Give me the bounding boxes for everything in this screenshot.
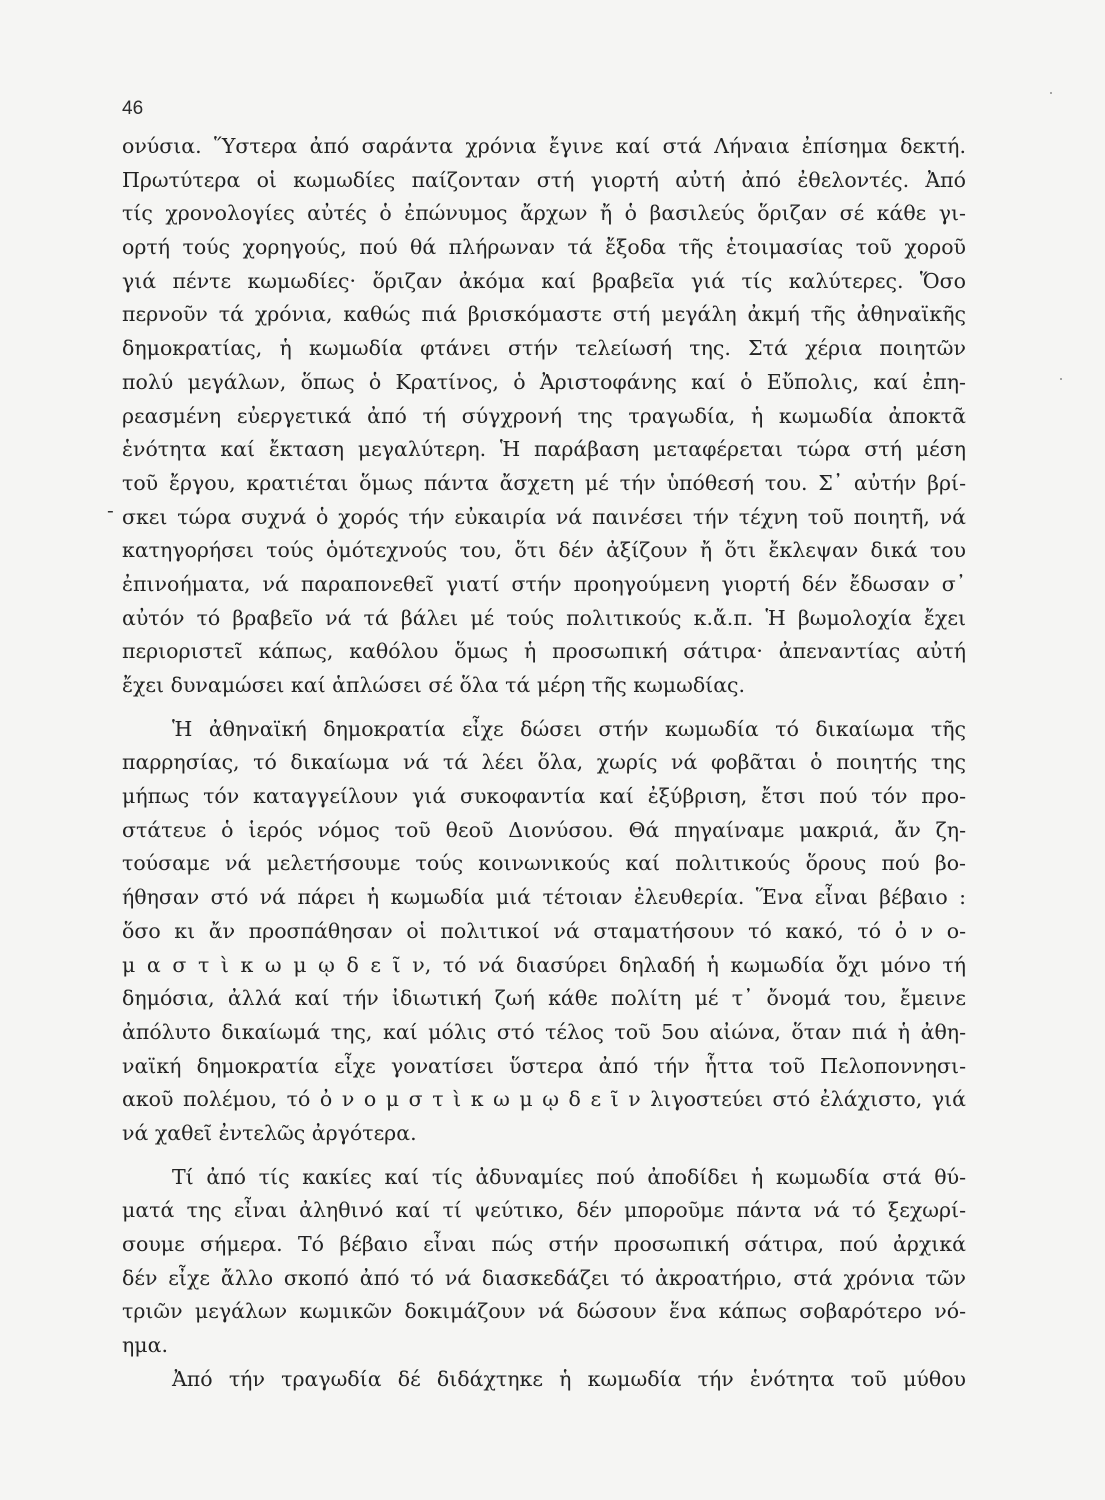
paragraph-3 — [122, 1161, 966, 1363]
paragraph-2 — [122, 713, 966, 1151]
text-line: ὅσο κι ἄν προσπάθησαν οἱ πολιτικοί νά σταματήσουν τό κακό, τό ὀ ν ο- — [122, 918, 966, 943]
text-line: ορτή τούς χορηγούς, πού θά πλήρωναν τά ἔξοδα τῆς ἑτοιμασίας τοῦ χοροῦ — [122, 235, 966, 260]
text-line: ακοῦ πολέμου, τό ὀ ν ο μ σ τ ὶ κ ω μ ῳ δ ε ῖ ν λιγοστεύει στό ἐλάχιστο, γιά — [122, 1087, 966, 1112]
scan-speck — [1060, 378, 1062, 380]
text-line: σουμε σήμερα. Τό βέβαιο εἶναι πώς στήν προσωπική σάτιρα, πού ἀρχικά — [122, 1232, 966, 1256]
text-line: ονύσια. Ὕστερα ἀπό σαράντα χρόνια ἔγινε καί στά Λήναια ἐπίσημα δεκτή. — [122, 134, 966, 158]
text-line: νά χαθεῖ ἐντελῶς ἀργότερα. — [122, 1120, 417, 1145]
text-line: μήπως τόν καταγγείλουν γιά συκοφαντία καί ἐξύβριση, ἔτσι πού τόν προ- — [122, 784, 966, 809]
body-text — [122, 130, 966, 1396]
text-line: ἑνότητα καί ἔκταση μεγαλύτερη. Ἡ παράβαση μεταφέρεται τώρα στή μέση — [122, 437, 966, 462]
text-line: περνοῦν τά χρόνια, καθώς πιά βρισκόμαστε στή μεγάλη ἀκμή τῆς ἀθηναϊκῆς — [122, 302, 966, 327]
text-line: δημόσια, ἀλλά καί τήν ἰδιωτική ζωή κάθε πολίτη μέ τ᾽ ὄνομά του, ἔμεινε — [122, 986, 966, 1011]
text-line: ήθησαν στό νά πάρει ἡ κωμωδία μιά τέτοιαν ἐλευθερία. Ἕνα εἶναι βέβαιο : — [122, 885, 966, 910]
text-line: κατηγορήσει τούς ὁμότεχνούς του, ὅτι δέν ἀξίζουν ἤ ὅτι ἔκλεψαν δικά του — [122, 538, 966, 563]
text-line: γιά πέντε κωμωδίες· ὅριζαν ἀκόμα καί βραβεῖα γιά τίς καλύτερες. Ὅσο — [122, 268, 966, 293]
text-line: αὐτόν τό βραβεῖο νά τά βάλει μέ τούς πολιτικούς κ.ἄ.π. Ἡ βωμολοχία ἔχει — [122, 605, 966, 630]
text-line: ημα. — [122, 1333, 168, 1358]
text-line: τούσαμε νά μελετήσουμε τούς κοινωνικούς καί πολιτικούς ὅρους πού βο- — [122, 851, 966, 876]
text-line: ἐπινοήματα, νά παραπονεθεῖ γιατί στήν προηγούμενη γιορτή δέν ἔδωσαν σ᾽ — [122, 571, 966, 596]
text-line: πολύ μεγάλων, ὅπως ὁ Κρατίνος, ὁ Ἀριστοφάνης καί ὁ Εὔπολις, καί ἐπη- — [122, 369, 966, 394]
text-line: ναϊκή δημοκρατία εἶχε γονατίσει ὕστερα ἀπό τήν ἧττα τοῦ Πελοποννησι- — [122, 1053, 966, 1078]
text-line: Τί ἀπό τίς κακίες καί τίς ἀδυναμίες πού ἀποδίδει ἡ κωμωδία στά θύ- — [172, 1164, 966, 1189]
text-line: τίς χρονολογίες αὐτές ὁ ἐπώνυμος ἄρχων ἤ ὁ βασιλεύς ὅριζαν σέ κάθε γι- — [122, 201, 966, 226]
paragraph-gap — [122, 703, 966, 713]
page-number: 46 — [122, 98, 144, 119]
paragraph-1 — [122, 130, 966, 703]
text-line: δημοκρατίας, ἡ κωμωδία φτάνει στήν τελείωσή της. Στά χέρια ποιητῶν — [122, 336, 966, 361]
text-line: ματά της εἶναι ἀληθινό καί τί ψεύτικο, δέν μποροῦμε πάντα νά τό ξεχωρί- — [122, 1198, 966, 1223]
text-line: παρρησίας, τό δικαίωμα νά τά λέει ὅλα, χωρίς νά φοβᾶται ὁ ποιητής της — [122, 750, 966, 775]
text-line: ρεασμένη εὐεργετικά ἀπό τή σύγχρονή της τραγωδία, ἡ κωμωδία ἀποκτᾶ — [122, 403, 966, 428]
text-line: μ α σ τ ὶ κ ω μ ῳ δ ε ῖ ν, τό νά διασύρει δηλαδή ἡ κωμωδία ὄχι μόνο τή — [122, 952, 966, 977]
text-line: δέν εἶχε ἄλλο σκοπό ἀπό τό νά διασκεδάζει τό ἀκροατήριο, στά χρόνια τῶν — [122, 1265, 966, 1290]
text-line: ἀπόλυτο δικαίωμά της, καί μόλις στό τέλος τοῦ 5ου αἰώνα, ὅταν πιά ἡ ἀθη- — [122, 1019, 966, 1044]
text-line: σκει τώρα συχνά ὁ χορός τήν εὐκαιρία νά παινέσει τήν τέχνη τοῦ ποιητῆ, νά — [122, 504, 966, 529]
text-line: Ἀπό τήν τραγωδία δέ διδάχτηκε ἡ κωμωδία τήν ἑνότητα τοῦ μύθου — [172, 1366, 966, 1391]
paragraph-4 — [122, 1363, 966, 1397]
text-line: στάτευε ὁ ἱερός νόμος τοῦ θεοῦ Διονύσου. Θά πηγαίναμε μακριά, ἄν ζη- — [122, 817, 966, 842]
text-line: Ἡ ἀθηναϊκή δημοκρατία εἶχε δώσει στήν κωμωδία τό δικαίωμα τῆς — [172, 716, 966, 741]
text-line: ἔχει δυναμώσει καί ἁπλώσει σέ ὅλα τά μέρη τῆς κωμωδίας. — [122, 673, 746, 697]
paragraph-gap — [122, 1151, 966, 1161]
text-line: περιοριστεῖ κάπως, καθόλου ὅμως ἡ προσωπική σάτιρα· ἀπεναντίας αὐτή — [122, 639, 966, 664]
text-line: Πρωτύτερα οἱ κωμωδίες παίζονταν στή γιορτή αὐτή ἀπό ἐθελοντές. Ἀπό — [122, 167, 966, 192]
text-line: τριῶν μεγάλων κωμικῶν δοκιμάζουν νά δώσουν ἕνα κάπως σοβαρότερο νό- — [122, 1299, 966, 1324]
scan-speck — [1050, 92, 1052, 94]
margin-pencil-mark: - — [107, 498, 114, 522]
text-line: τοῦ ἔργου, κρατιέται ὅμως πάντα ἄσχετη μέ τήν ὑπόθεσή του. Σ᾽ αὐτήν βρί- — [122, 470, 966, 495]
